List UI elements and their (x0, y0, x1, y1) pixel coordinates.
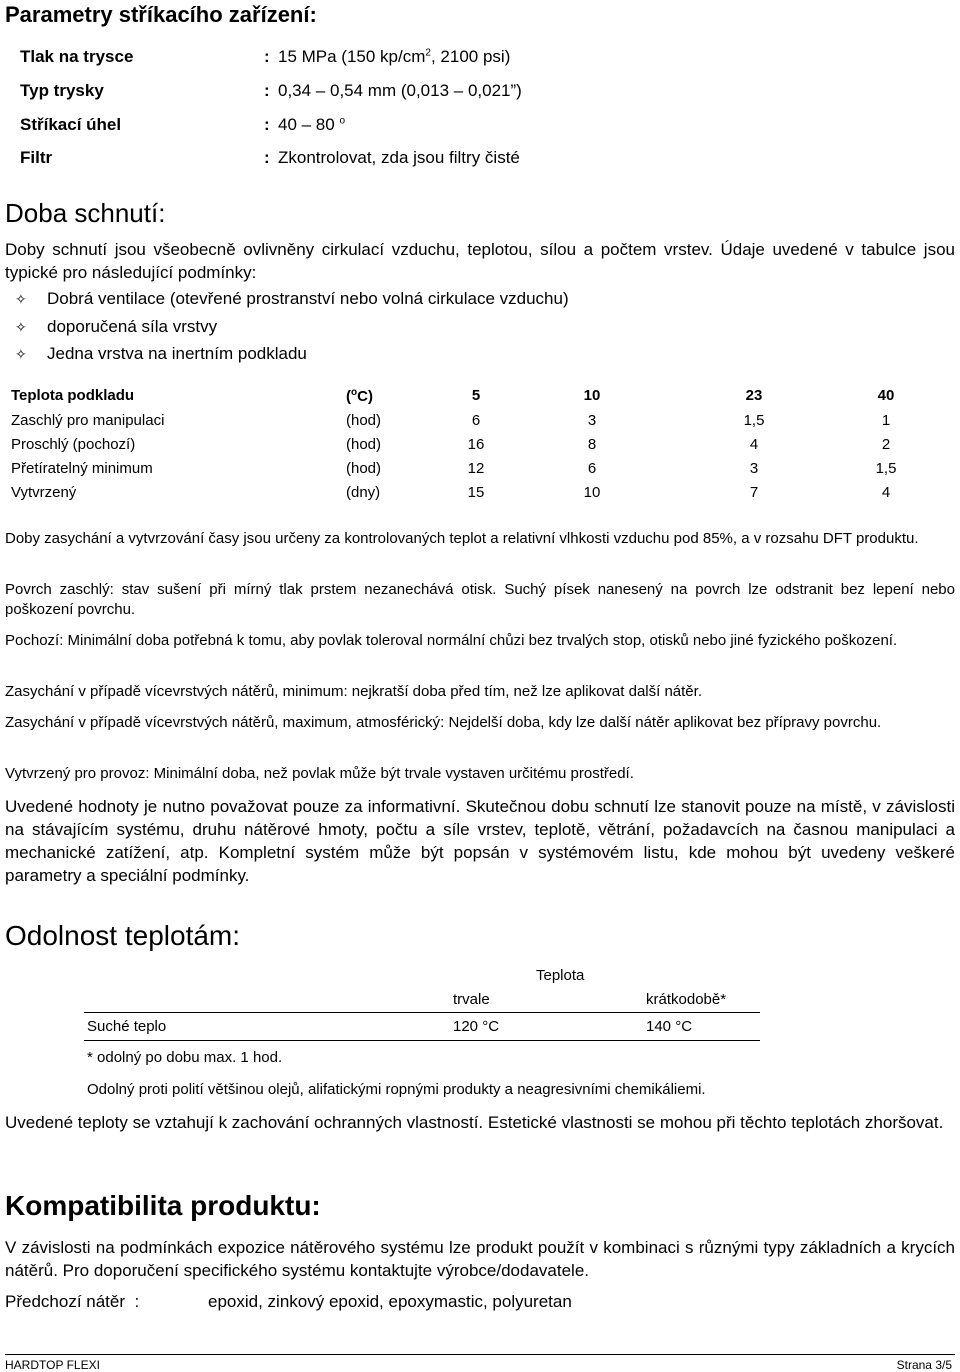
temp-col-short: krátkodobě* (646, 991, 727, 1008)
spray-param-value: 15 MPa (150 $kp/cm^2$, 2100 psi) (278, 47, 511, 66)
table-cell: 15 (467, 484, 485, 501)
table-rule (84, 1040, 760, 1041)
spray-param-colon: : (264, 47, 270, 66)
table-cell: 4 (749, 436, 759, 453)
condition-list-item: ✧ Jedna vrstva na inertním podkladu (15, 344, 307, 363)
table-cell: 16 (467, 436, 485, 453)
table-cell: 2 (881, 436, 891, 453)
spray-param-colon: : (264, 148, 270, 167)
spray-param-colon: : (264, 115, 270, 134)
temp-group-header: Teplota (536, 967, 585, 984)
table-cell: 1 (881, 412, 891, 429)
spray-param-value: 0,34 – 0,54 mm (0,013 – 0,021”) (278, 81, 522, 100)
drying-section-title: Doba schnutí: (5, 198, 166, 228)
prev-coat-value: epoxid, zinkový epoxid, epoxymastic, polyuretan (208, 1292, 572, 1311)
table-cell: 4 (881, 484, 891, 501)
footer-product: HARDTOP FLEXI (5, 1358, 100, 1372)
temp-note: Uvedené teploty se vztahují k zachování ochranných vlastností. Estetické vlastnosti se mohou při těchto teplotách zhoršovat. (5, 1113, 944, 1132)
diamond-bullet-icon: ✧ (15, 319, 27, 335)
drying-note: Povrch zaschlý: stav sušení při mírný tlak prstem nezanechává otisk. Suchý písek nanesený na povrch lze odstranit bez lepení nebo poškození povrchu. (5, 581, 955, 618)
footer-page-number: Strana 3/5 (896, 1358, 952, 1372)
table-cell: 6 (471, 412, 481, 429)
drying-note: Doby zasychání a vytvrzování časy jsou určeny za kontrolovaných teplot a relativní vlhkosti vzduchu pod 85%, a v rozsahu DFT produktu. (5, 530, 919, 547)
diamond-bullet-icon: ✧ (15, 291, 27, 307)
table-header-temp: 10 (583, 387, 601, 404)
table-cell: 3 (749, 460, 759, 477)
table-cell: 6 (587, 460, 597, 477)
temp-resistance: Odolný proti polití většinou olejů, alifatickými ropnými produkty a neagresivními chemikáliemi. (87, 1081, 706, 1098)
table-header-temp: 5 (471, 387, 481, 404)
table-cell-unit: (hod) (346, 412, 382, 429)
table-cell: 1,5 (743, 412, 765, 429)
table-cell-unit: (hod) (346, 436, 382, 453)
spray-section-title: Parametry stříkacího zařízení: (5, 2, 317, 27)
temp-row-short: 140 °C (646, 1018, 693, 1035)
table-header-label: Teplota podkladu (11, 387, 135, 404)
spray-param-label: Typ trysky (20, 81, 104, 100)
table-cell: 8 (587, 436, 597, 453)
condition-list-item: ✧ doporučená síla vrstvy (15, 317, 218, 336)
spray-param-label: Filtr (20, 148, 53, 167)
spray-param-label: Tlak na trysce (20, 47, 134, 66)
temp-row-continuous: 120 °C (453, 1018, 500, 1035)
spray-param-value: 40 – 80 $^o$ (278, 115, 346, 134)
diamond-bullet-icon: ✧ (15, 346, 27, 362)
temp-row-label: Suché teplo (87, 1018, 167, 1035)
drying-note: Zasychání v případě vícevrstvých nátěrů, minimum: nejkratší doba před tím, než lze aplikovat další nátěr. (5, 683, 702, 700)
compat-section-title: Kompatibilita produktu: (5, 1190, 321, 1221)
compat-text: V závislosti na podmínkách expozice nátěrového systému lze produkt použít v kombinaci s různými typy základních a krycích nátěrů. Pro doporučení specifického systému kontaktujte výrobce/dodavatele. (5, 1238, 955, 1280)
table-cell: 7 (749, 484, 759, 501)
table-cell: 3 (587, 412, 597, 429)
table-cell-label: Vytvrzený (11, 484, 77, 501)
temperature-section-title: Odolnost teplotám: (5, 920, 241, 951)
table-cell-label: Přetíratelný minimum (11, 460, 153, 477)
table-cell-label: Proschlý (pochozí) (11, 436, 136, 453)
table-rule (84, 1012, 760, 1013)
temp-col-continuous: trvale (453, 991, 490, 1008)
drying-intro: Doby schnutí jsou všeobecně ovlivněny cirkulací vzduchu, teplotou, sílou a počtem vrstev. Údaje uvedené v tabulce jsou typické pro následující podmínky: (5, 240, 955, 282)
drying-note: Zasychání v případě vícevrstvých nátěrů, maximum, atmosférický: Nejdelší doba, kdy lze další nátěr aplikovat bez přípravy povrchu. (5, 714, 882, 731)
table-cell-label: Zaschlý pro manipulaci (11, 412, 165, 429)
spray-param-value: Zkontrolovat, zda jsou filtry čisté (278, 148, 520, 167)
table-cell: 10 (583, 484, 601, 501)
table-cell-unit: (hod) (346, 460, 382, 477)
spray-param-colon: : (264, 81, 270, 100)
spray-param-label: Stříkací úhel (20, 115, 122, 134)
prev-coat-label: Předchozí nátěr : (5, 1292, 140, 1311)
table-header-unit: ($^o$C) (346, 387, 373, 405)
temp-footnote: * odolný po dobu max. 1 hod. (87, 1049, 283, 1066)
drying-disclaimer: Uvedené hodnoty je nutno považovat pouze za informativní. Skutečnou dobu schnutí lze stanovit pouze na místě, v závislosti na stávajícím systému, druhu nátěrové hmoty, počtu a síle vrstev, teplotě, větrání, požadavcích na časnou manipulaci a mechanické zatížení, atp. Kompletní systém může být popsán v systémovém listu, kde mohou být uvedeny veškeré parametry a speciální podmínky. (5, 797, 955, 885)
table-header-temp: 40 (877, 387, 895, 404)
drying-note: Pochozí: Minimální doba potřebná k tomu, aby povlak toleroval normální chůzi bez trvalých stop, otisků nebo jiné fyzického poškození. (5, 632, 898, 649)
drying-note: Vytvrzený pro provoz: Minimální doba, než povlak může být trvale vystaven určitému prostředí. (5, 765, 634, 782)
table-header-temp: 23 (745, 387, 763, 404)
footer-divider (5, 1354, 955, 1355)
table-cell-unit: (dny) (346, 484, 381, 501)
table-cell: 1,5 (875, 460, 897, 477)
condition-list-item: ✧ Dobrá ventilace (otevřené prostranství nebo volná cirkulace vzduchu) (15, 289, 569, 308)
table-cell: 12 (467, 460, 485, 477)
